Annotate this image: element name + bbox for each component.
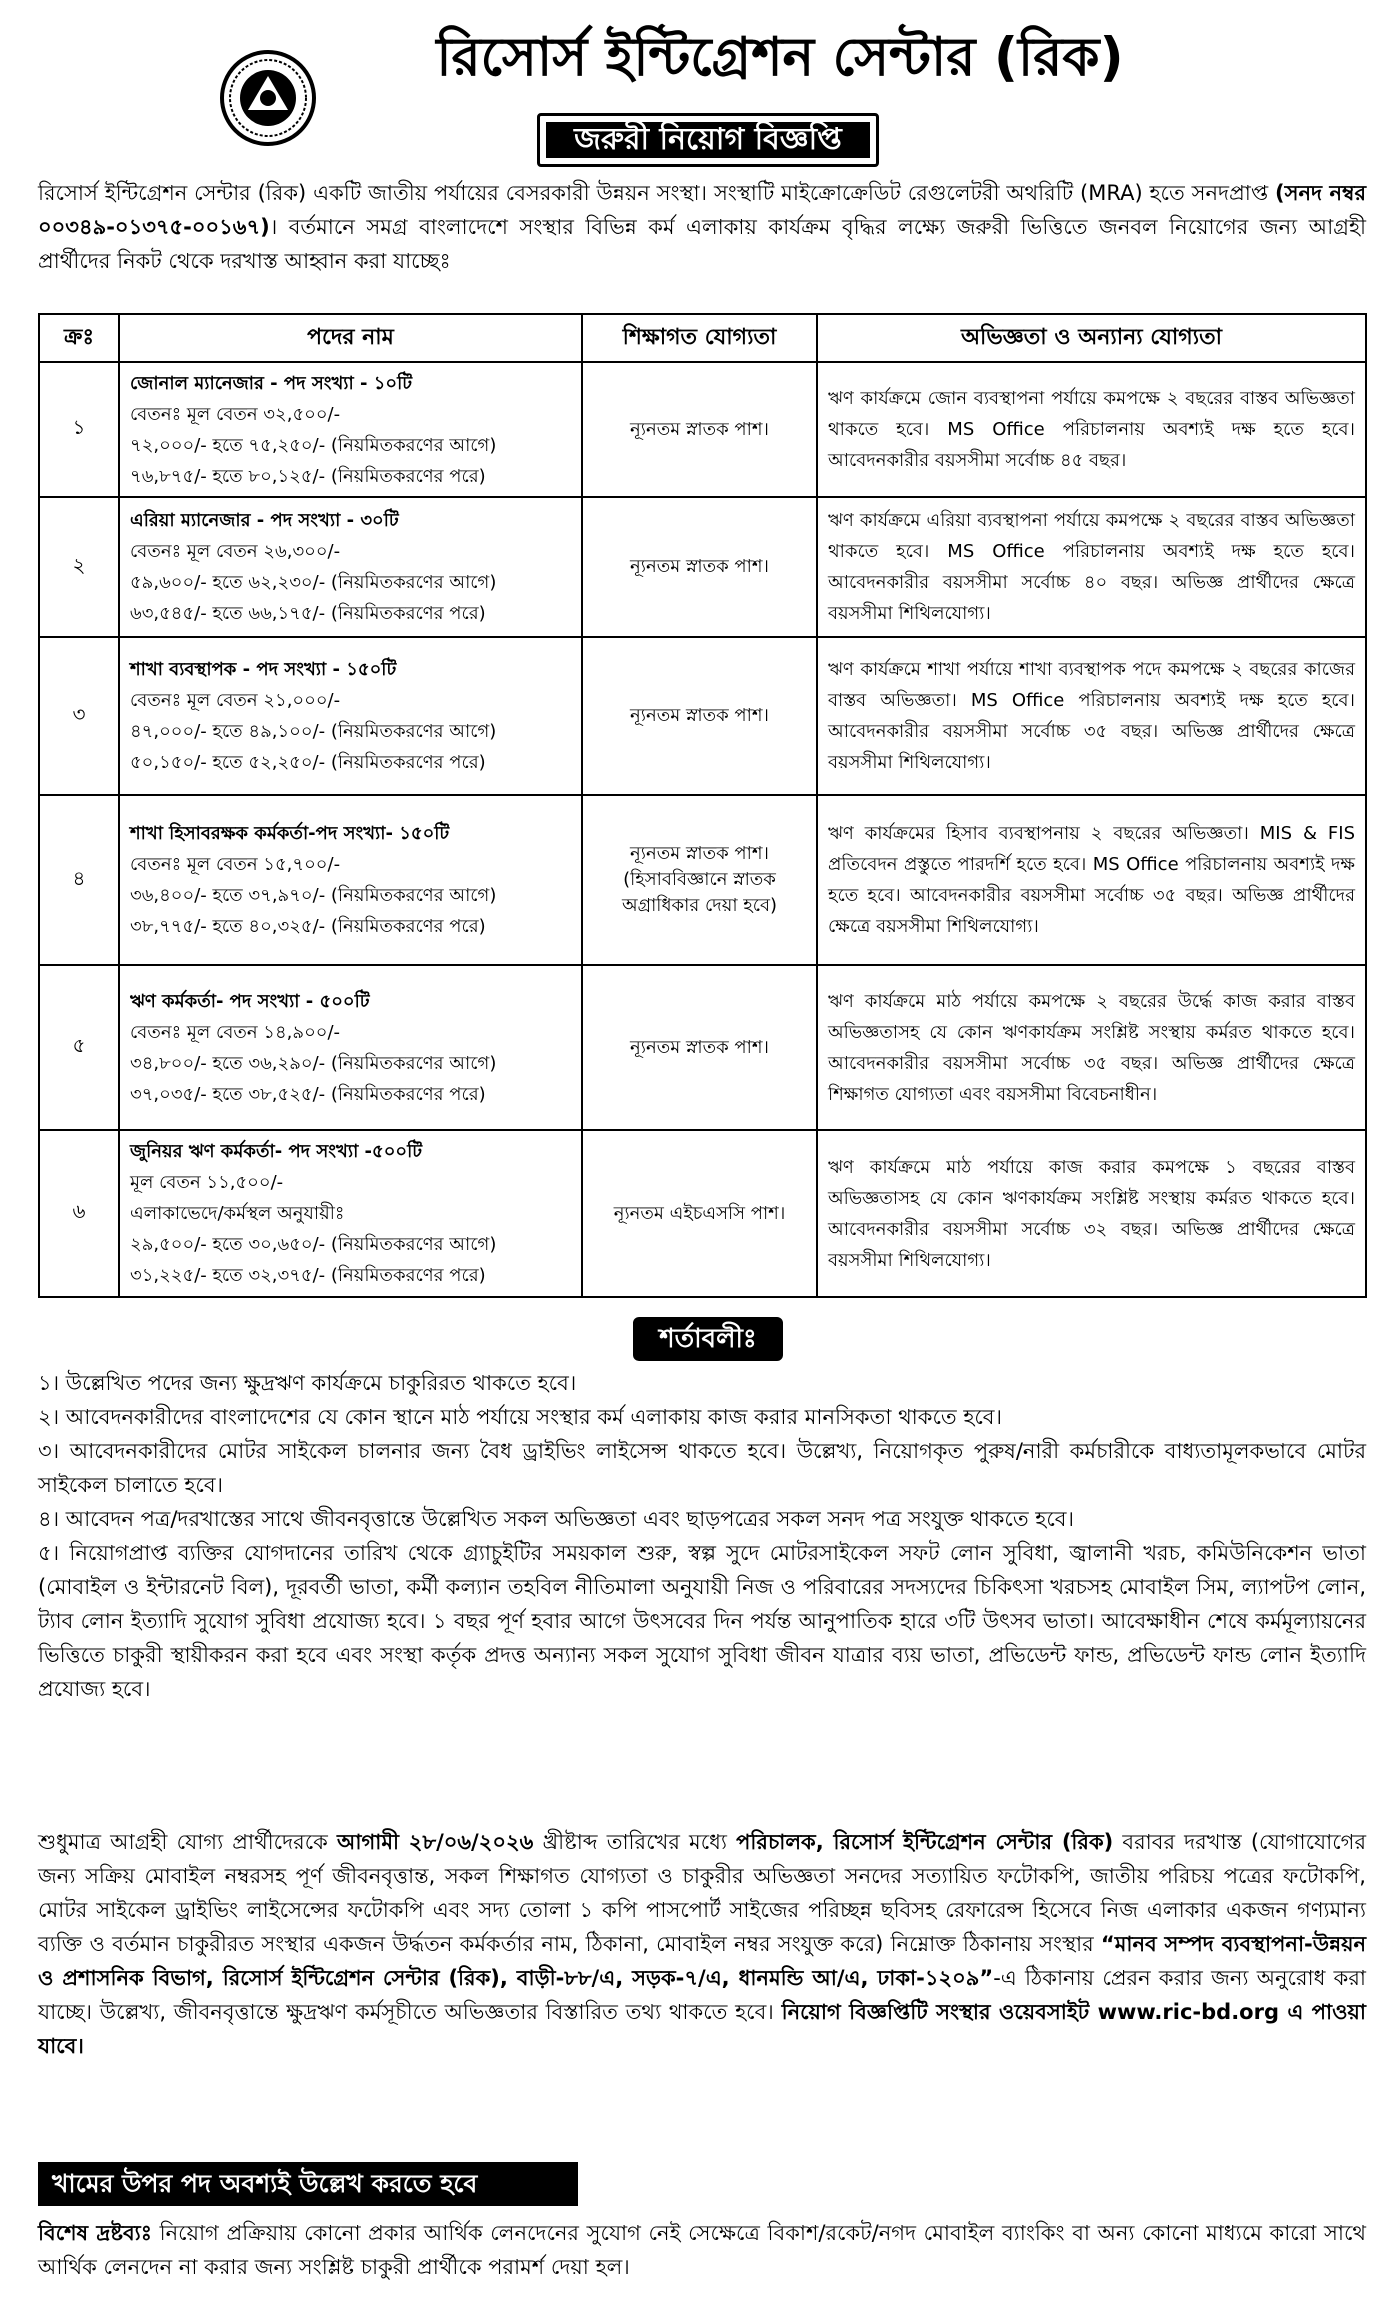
mailing-address: “মানব সম্পদ ব্যবস্থাপনা-উন্নয়ন ও প্রশাসনিক বিভাগ, রিসোর্স ইন্টিগ্রেশন সেন্টার (রিক), বাড়ী-৮৮/এ, সড়ক-৭/এ, ধানমন্ডি আ/এ, ঢাকা-১২০৯” <box>38 1932 1366 1990</box>
row-education: ন্যূনতম এইচএসসি পাশ। <box>582 1130 817 1297</box>
table-row <box>39 637 1366 795</box>
row-post <box>119 1130 582 1297</box>
post-title: এরিয়া ম্যানেজার - পদ সংখ্যা - ৩০টি <box>130 510 399 531</box>
table-row <box>39 1130 1366 1297</box>
salary-line: মূল বেতন ১১,৫০০/- <box>130 1172 284 1193</box>
apply-text: বরাবর দরখাস্ত (যোগাযোগের জন্য সক্রিয় মোবাইল নম্বরসহ পূর্ণ জীবনবৃত্তান্ত, সকল শিক্ষাগত যোগ্যতা ও চাকুরীর অভিজ্ঞতা সনদের সত্যায়িত ফটোকপি, জাতীয় পরিচয় পত্রের ফটোকপি, মোটর সাইকেল ড্রাইভিং লাইসেন্সের ফটোকপি এবং সদ্য তোলা ১ কপি পাসপোর্ট সাইজের পরিচ্ছন্ন ছবিসহ রেফারেন্স হিসেবে নিজ এলাকার একজন গণ্যমান্য ব্যক্তি ও বর্তমান চাকুরীরত সংস্থার একজন উর্দ্ধতন কর্মকর্তার নাম, ঠিকানা, মোবাইল নম্বর সংযুক্ত করে) নিম্নোক্ত ঠিকানায় সংস্থার <box>38 1830 1366 1956</box>
recipient: পরিচালক, রিসোর্স ইন্টিগ্রেশন সেন্টার (রিক) <box>736 1830 1114 1854</box>
row-sl: ৩ <box>39 637 119 795</box>
row-post <box>119 965 582 1130</box>
terms-list <box>38 1366 1366 1706</box>
deadline-date: আগামী ২৮/০৬/২০২৬ <box>336 1830 534 1854</box>
salary-line: বেতনঃ মূল বেতন ২৬,৩০০/- <box>130 541 341 562</box>
row-sl: ৪ <box>39 795 119 965</box>
salary-line: ৭২,০০০/- হতে ৭৫,২৫০/- (নিয়মিতকরণের আগে) <box>130 434 497 456</box>
row-education: ন্যূনতম স্নাতক পাশ। <box>582 362 817 497</box>
salary-line: ৬৩,৫৪৫/- হতে ৬৬,১৭৫/- (নিয়মিতকরণের পরে) <box>130 603 486 624</box>
row-education: ন্যূনতম স্নাতক পাশ। (হিসাববিজ্ঞানে স্নাতক অগ্রাধিকার দেয়া হবে) <box>582 795 817 965</box>
special-note <box>38 2216 1366 2284</box>
notice-badge <box>537 113 879 167</box>
special-note-text: নিয়োগ প্রক্রিয়ায় কোনো প্রকার আর্থিক লেনদেনের সুযোগ নেই সেক্ষেত্রে বিকাশ/রকেট/নগদ মোবাইল ব্যাংকিং বা অন্য কোনো মাধ্যমে কারো সাথে আর্থিক লেনদেন না করার জন্য সংশ্লিষ্ট চাকুরী প্রার্থীকে পরামর্শ দেয়া হল। <box>38 2221 1367 2279</box>
row-post <box>119 497 582 637</box>
header <box>0 0 1400 175</box>
row-post <box>119 637 582 795</box>
row-post <box>119 362 582 497</box>
vacancy-table <box>38 313 1367 1298</box>
salary-line: ৩৬,৪০০/- হতে ৩৭,৯৭০/- (নিয়মিতকরণের আগে) <box>130 885 497 906</box>
header-sl: ক্রঃ <box>39 314 119 362</box>
row-experience: ঋণ কার্যক্রমে মাঠ পর্যায়ে কমপক্ষে ২ বছরের উর্দ্ধে কাজ করার বাস্তব অভিজ্ঞতাসহ যে কোন ঋণকার্যক্রম সংশ্লিষ্ট সংস্থায় কর্মরত থাকতে হবে। আবেদনকারীর বয়সসীমা সর্বোচ্চ ৩৫ বছর। অভিজ্ঞ প্রার্থীদের ক্ষেত্রে শিক্ষাগত যোগ্যতা এবং বয়সসীমা বিবেচনাধীন। <box>817 965 1366 1130</box>
header-experience: অভিজ্ঞতা ও অন্যান্য যোগ্যতা <box>817 314 1366 362</box>
intro-text-continued: । বর্তমানে সমগ্র বাংলাদেশে সংস্থার বিভিন্ন কর্ম এলাকায় কার্যক্রম বৃদ্ধির লক্ষ্যে জরুরী ভিত্তিতে জনবল নিয়োগের জন্য আগ্রহী প্রার্থীদের নিকট থেকে দরখাস্ত আহ্বান করা যাচ্ছেঃ <box>38 215 1366 273</box>
row-post <box>119 795 582 965</box>
term-item: ৩। আবেদনকারীদের মোটর সাইকেল চালনার জন্য বৈধ ড্রাইভিং লাইসেন্স থাকতে হবে। উল্লেখ্য, নিয়োগকৃত পুরুষ/নারী কর্মচারীকে বাধ্যতামূলকভাবে মোটর সাইকেল চালাতে হবে। <box>38 1439 1366 1497</box>
salary-line: ৫০,১৫০/- হতে ৫২,২৫০/- (নিয়মিতকরণের পরে) <box>130 752 486 773</box>
row-sl: ২ <box>39 497 119 637</box>
salary-line: ২৯,৫০০/- হতে ৩০,৬৫০/- (নিয়মিতকরণের আগে) <box>130 1234 497 1255</box>
header-post: পদের নাম <box>119 314 582 362</box>
special-note-label: বিশেষ দ্রষ্টব্যঃ <box>38 2221 152 2245</box>
row-experience: ঋণ কার্যক্রমে শাখা পর্যায়ে শাখা ব্যবস্থাপক পদে কমপক্ষে ২ বছরের কাজের বাস্তব অভিজ্ঞতা। MS Office পরিচালনায় অবশ্যই দক্ষ হতে হবে। আবেদনকারীর বয়সসীমা সর্বোচ্চ ৩৫ বছর। অভিজ্ঞ প্রার্থীদের ক্ষেত্রে বয়সসীমা শিথিলযোগ্য। <box>817 637 1366 795</box>
apply-text: -এ ঠিকানায় প্রেরন করার জন্য অনুরোধ করা যাচ্ছে। উল্লেখ্য, জীবনবৃত্তান্তে ক্ষুদ্রঋণ কর্মসূচীতে অভিজ্ঞতার বিস্তারিত তথ্য থাকতে হবে। <box>38 1966 1366 2024</box>
envelope-note: খামের উপর পদ অবশ্যই উল্লেখ করতে হবে <box>38 2162 578 2206</box>
certificate-number: (সনদ নম্বর ০০৩৪৯-০১৩৭৫-০০১৬৭) <box>38 181 1366 239</box>
notice-label: জরুরী নিয়োগ বিজ্ঞপ্তি <box>546 122 870 158</box>
post-title: জুনিয়র ঋণ কর্মকর্তা- পদ সংখ্যা -৫০০টি <box>130 1141 423 1162</box>
row-experience: ঋণ কার্যক্রমে জোন ব্যবস্থাপনা পর্যায়ে কমপক্ষে ২ বছরের বাস্তব অভিজ্ঞতা থাকতে হবে। MS Office পরিচালনায় অবশ্যই দক্ষ হতে হবে। আবেদনকারীর বয়সসীমা সর্বোচ্চ ৪৫ বছর। <box>817 362 1366 497</box>
salary-line: ৭৬,৮৭৫/- হতে ৮০,১২৫/- (নিয়মিতকরণের পরে) <box>130 465 486 487</box>
header-education: শিক্ষাগত যোগ্যতা <box>582 314 817 362</box>
salary-line: ৪৭,০০০/- হতে ৪৯,১০০/- (নিয়মিতকরণের আগে) <box>130 721 497 742</box>
post-title: ঋণ কর্মকর্তা- পদ সংখ্যা - ৫০০টি <box>130 990 370 1012</box>
term-item: ৪। আবেদন পত্র/দরখাস্তের সাথে জীবনবৃত্তান্তে উল্লেখিত সকল অভিজ্ঞতা এবং ছাড়পত্রের সকল সনদ পত্র সংযুক্ত থাকতে হবে। <box>38 1507 1074 1531</box>
intro-paragraph <box>38 176 1366 278</box>
salary-line: ৩৮,৭৭৫/- হতে ৪০,৩২৫/- (নিয়মিতকরণের পরে) <box>130 916 486 937</box>
apply-text: শুধুমাত্র আগ্রহী যোগ্য প্রার্থীদেরকে <box>38 1830 337 1854</box>
salary-line: ৫৯,৬০০/- হতে ৬২,২৩০/- (নিয়মিতকরণের আগে) <box>130 572 497 593</box>
table-header-row <box>39 314 1366 362</box>
row-sl: ৫ <box>39 965 119 1130</box>
table-row <box>39 497 1366 637</box>
table-row <box>39 362 1366 497</box>
table-row <box>39 795 1366 965</box>
post-title: শাখা হিসাবরক্ষক কর্মকর্তা-পদ সংখ্যা- ১৫০টি <box>130 823 450 844</box>
salary-line: বেতনঃ মূল বেতন ১৪,৯০০/- <box>130 1021 341 1043</box>
salary-line: বেতনঃ মূল বেতন ২১,০০০/- <box>130 690 341 711</box>
post-title: জোনাল ম্যানেজার - পদ সংখ্যা - ১০টি <box>130 372 413 394</box>
post-title: শাখা ব্যবস্থাপক - পদ সংখ্যা - ১৫০টি <box>130 659 397 680</box>
salary-line: ৩৪,৮০০/- হতে ৩৬,২৯০/- (নিয়মিতকরণের আগে) <box>130 1052 497 1074</box>
salary-line: বেতনঃ মূল বেতন ১৫,৭০০/- <box>130 854 341 875</box>
organization-title: রিসোর্স ইন্টিগ্রেশন সেন্টার (রিক) <box>436 27 1124 88</box>
row-experience: ঋণ কার্যক্রমের হিসাব ব্যবস্থাপনায় ২ বছরের অভিজ্ঞতা। MIS & FIS প্রতিবেদন প্রস্তুতে পারদর্শি হতে হবে। MS Office পরিচালনায় অবশ্যই দক্ষ হতে হবে। আবেদনকারীর বয়সসীমা সর্বোচ্চ ৩৫ বছর। অভিজ্ঞ প্রার্থীদের ক্ষেত্রে বয়সসীমা শিথিলযোগ্য। <box>817 795 1366 965</box>
row-experience: ঋণ কার্যক্রমে মাঠ পর্যায়ে কাজ করার কমপক্ষে ১ বছরের বাস্তব অভিজ্ঞতাসহ যে কোন ঋণকার্যক্রম সংশ্লিষ্ট সংস্থায় কর্মরত থাকতে হবে। আবেদনকারীর বয়সসীমা সর্বোচ্চ ৩২ বছর। অভিজ্ঞ প্রার্থীদের ক্ষেত্রে বয়সসীমা শিথিলযোগ্য। <box>817 1130 1366 1297</box>
salary-line: ৩১,২২৫/- হতে ৩২,৩৭৫/- (নিয়মিতকরণের পরে) <box>130 1265 486 1286</box>
term-item: ১। উল্লেখিত পদের জন্য ক্ষুদ্রঋণ কার্যক্রমে চাকুরিরত থাকতে হবে। <box>38 1371 577 1395</box>
salary-line: ৩৭,০৩৫/- হতে ৩৮,৫২৫/- (নিয়মিতকরণের পরে) <box>130 1083 486 1105</box>
row-education: ন্যূনতম স্নাতক পাশ। <box>582 637 817 795</box>
application-instructions <box>38 1825 1366 2063</box>
term-item: ৫। নিয়োগপ্রাপ্ত ব্যক্তির যোগদানের তারিখ থেকে গ্র্যাচুইটির সময়কাল শুরু, স্বল্প সুদে মোটরসাইকেল সফট লোন সুবিধা, জ্বালানী খরচ, কমিউনিকেশন ভাতা (মোবাইল ও ইন্টারনেট বিল), দূরবর্তী ভাতা, কর্মী কল্যান তহবিল নীতিমালা অনুযায়ী নিজ ও পরিবারের সদস্যদের চিকিৎসা খরচসহ মোবাইল সিম, ল্যাপটপ লোন, ট্যাব লোন ইত্যাদি সুযোগ সুবিধা প্রযোজ্য হবে। ১ বছর পূর্ণ হবার আগে উৎসবের দিন পর্যন্ত আনুপাতিক হারে ৩টি উৎসব ভাতা। আবেক্ষাধীন শেষে কর্মমূল্যায়নের ভিত্তিতে চাকুরী স্থায়ীকরন করা হবে এবং সংস্থা কর্তৃক প্রদত্ত অন্যান্য সকল সুযোগ সুবিধা জীবন যাত্রার ব্যয় ভাতা, প্রভিডেন্ট ফান্ড, প্রভিডেন্ট ফান্ড লোন ইত্যাদি প্রযোজ্য হবে। <box>38 1541 1366 1701</box>
row-sl: ১ <box>39 362 119 497</box>
organization-logo <box>218 48 318 148</box>
intro-text: রিসোর্স ইন্টিগ্রেশন সেন্টার (রিক) একটি জাতীয় পর্যায়ের বেসরকারী উন্নয়ন সংস্থা। সংস্থাটি মাইক্রোক্রেডিট রেগুলেটরী অথরিটি (MRA) হতে সনদপ্রাপ্ত <box>38 181 1275 205</box>
row-education: ন্যূনতম স্নাতক পাশ। <box>582 497 817 637</box>
row-sl: ৬ <box>39 1130 119 1297</box>
terms-title: শর্তাবলীঃ <box>633 1317 783 1361</box>
table-row <box>39 965 1366 1130</box>
row-education: ন্যূনতম স্নাতক পাশ। <box>582 965 817 1130</box>
row-experience: ঋণ কার্যক্রমে এরিয়া ব্যবস্থাপনা পর্যায়ে কমপক্ষে ২ বছরের বাস্তব অভিজ্ঞতা থাকতে হবে। MS Office পরিচালনায় অবশ্যই দক্ষ হতে হবে। আবেদনকারীর বয়সসীমা সর্বোচ্চ ৪০ বছর। অভিজ্ঞ প্রার্থীদের ক্ষেত্রে বয়সসীমা শিথিলযোগ্য। <box>817 497 1366 637</box>
salary-line: এলাকাভেদে/কর্মস্থল অনুযায়ীঃ <box>130 1203 345 1224</box>
salary-line: বেতনঃ মূল বেতন ৩২,৫০০/- <box>130 403 341 425</box>
website-note: নিয়োগ বিজ্ঞপ্তিটি সংস্থার ওয়েবসাইট www.ric-bd.org এ পাওয়া যাবে। <box>38 2000 1366 2058</box>
apply-text: খ্রীষ্টাব্দ তারিখের মধ্যে <box>533 1830 737 1854</box>
term-item: ২। আবেদনকারীদের বাংলাদেশের যে কোন স্থানে মাঠ পর্যায়ে সংস্থার কর্ম এলাকায় কাজ করার মানসিকতা থাকতে হবে। <box>38 1405 1002 1429</box>
